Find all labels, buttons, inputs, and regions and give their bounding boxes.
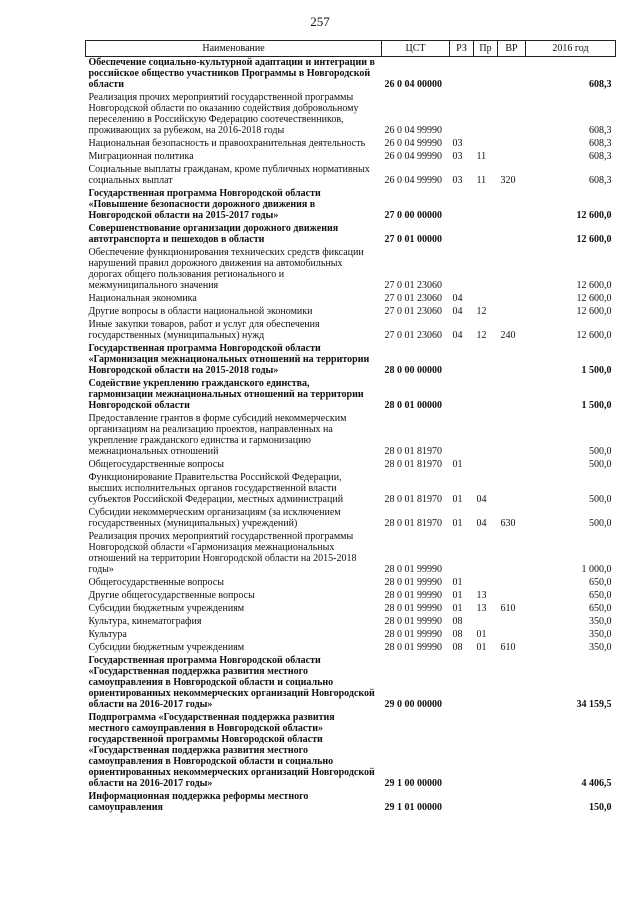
row-vr: 320 (500, 175, 516, 186)
table-row (86, 590, 616, 603)
table-row (86, 655, 616, 712)
row-amount: 500,0 (589, 446, 612, 457)
row-cst: 28 0 01 81970 (384, 446, 442, 457)
row-vr (498, 791, 526, 815)
table-row (86, 712, 616, 791)
header-name: Наименование (86, 41, 382, 57)
row-name: Государственная программа Новгородской области «Государственная поддержка развития местного самоуправления в Новгородской области и социально ориентированных некоммерческих организаций Новгородской области на 2016-2017 годы» (88, 655, 375, 710)
row-vr: 630 (500, 518, 516, 529)
row-rz: 01 (452, 590, 463, 601)
row-amount: 12 600,0 (576, 330, 612, 341)
row-amount: 350,0 (589, 616, 612, 627)
row-name: Национальная безопасность и правоохранительная деятельность (88, 138, 366, 149)
row-cst: 27 0 01 23060 (384, 293, 442, 304)
row-cst: 28 0 01 99990 (384, 642, 442, 653)
row-rz (450, 343, 474, 378)
row-vr (498, 306, 526, 319)
row-rz: 03 (452, 151, 463, 162)
table-row (86, 138, 616, 151)
row-vr: 240 (500, 330, 516, 341)
row-cst: 28 0 01 99990 (384, 603, 442, 614)
table-row (86, 629, 616, 642)
row-rz: 08 (452, 642, 463, 653)
header-pr: Пр (474, 41, 498, 57)
row-rz (450, 791, 474, 815)
table-header (86, 41, 616, 57)
row-pr (474, 247, 498, 293)
table-body (86, 57, 616, 816)
table-row (86, 151, 616, 164)
row-amount: 12 600,0 (576, 280, 612, 291)
row-pr: 12 (476, 306, 487, 317)
row-cst: 28 0 01 81970 (384, 459, 442, 470)
row-amount: 650,0 (589, 577, 612, 588)
row-name: Субсидии некоммерческим организациям (за исключением государственных (муниципальных) учреждений) (88, 507, 341, 529)
row-cst: 29 1 00 00000 (384, 778, 442, 789)
row-vr (498, 57, 526, 93)
row-cst: 29 1 01 00000 (384, 802, 442, 813)
row-rz (450, 57, 474, 93)
row-pr (474, 712, 498, 791)
row-rz (450, 531, 474, 577)
row-amount: 608,3 (589, 138, 612, 149)
page-number: 257 (310, 14, 330, 29)
row-cst: 26 0 04 99990 (384, 151, 442, 162)
row-amount: 350,0 (589, 642, 612, 653)
row-vr (498, 343, 526, 378)
row-pr (474, 459, 498, 472)
row-vr (498, 247, 526, 293)
table-row (86, 603, 616, 616)
row-vr (498, 577, 526, 590)
header-vr: ВР (498, 41, 526, 57)
row-name: Государственная программа Новгородской области «Повышение безопасности дорожного движения в Новгородской области на 2015-2017 годы» (88, 188, 321, 221)
row-name: Культура, кинематография (88, 616, 202, 627)
row-rz: 08 (452, 629, 463, 640)
row-pr (474, 413, 498, 459)
row-cst: 28 0 01 99990 (384, 590, 442, 601)
row-cst: 28 0 01 81970 (384, 518, 442, 529)
row-vr (498, 531, 526, 577)
row-vr (498, 616, 526, 629)
row-amount: 608,3 (589, 175, 612, 186)
row-cst: 28 0 01 99990 (384, 616, 442, 627)
row-amount: 608,3 (589, 125, 612, 136)
table-row (86, 642, 616, 655)
table-row (86, 378, 616, 413)
row-pr (474, 223, 498, 247)
row-rz (450, 378, 474, 413)
row-name: Подпрограмма «Государственная поддержка развития местного самоуправления в Новгородской области» государственной программы Новгородской области «Государственная поддержка развития местного самоуправления в Новгородской области и социально ориентированных некоммерческих организаций Новгородской области на 2016-2017 годы» (88, 712, 375, 789)
row-rz: 03 (452, 138, 463, 149)
row-rz (450, 92, 474, 138)
row-amount: 350,0 (589, 629, 612, 640)
header-cst: ЦСТ (382, 41, 450, 57)
row-name: Общегосударственные вопросы (88, 577, 224, 588)
table-row (86, 92, 616, 138)
row-amount: 1 000,0 (581, 564, 612, 575)
row-pr (474, 577, 498, 590)
row-vr (498, 138, 526, 151)
table-row (86, 319, 616, 343)
table-row (86, 306, 616, 319)
row-name: Другие общегосударственные вопросы (88, 590, 255, 601)
row-pr: 01 (476, 642, 487, 653)
row-amount: 608,3 (589, 79, 612, 90)
row-cst: 26 0 04 99990 (384, 138, 442, 149)
row-rz: 01 (452, 459, 463, 470)
row-amount: 500,0 (589, 518, 612, 529)
row-pr (474, 378, 498, 413)
row-cst: 28 0 01 81970 (384, 494, 442, 505)
row-amount: 12 600,0 (576, 210, 612, 221)
row-pr (474, 57, 498, 93)
row-pr (474, 655, 498, 712)
row-rz: 01 (452, 494, 463, 505)
row-pr: 04 (476, 518, 487, 529)
header-rz: РЗ (450, 41, 474, 57)
row-vr: 610 (500, 603, 516, 614)
table-row (86, 616, 616, 629)
row-vr: 610 (500, 642, 516, 653)
row-cst: 27 0 00 00000 (384, 210, 442, 221)
row-cst: 26 0 04 99990 (384, 175, 442, 186)
header-row (86, 41, 616, 57)
row-pr: 11 (476, 175, 487, 186)
row-pr: 12 (476, 330, 487, 341)
row-name: Совершенствование организации дорожного движения автотранспорта и пешеходов в области (88, 223, 339, 245)
row-name: Субсидии бюджетным учреждениям (88, 642, 245, 653)
row-name: Миграционная политика (88, 151, 194, 162)
row-vr (498, 590, 526, 603)
row-name: Реализация прочих мероприятий государственной программы Новгородской области по оказанию содействия добровольному переселению в Российскую Федерацию соотечественников, проживающих за рубежом, на 2016-2018 годы (88, 92, 359, 136)
row-name: Общегосударственные вопросы (88, 459, 224, 470)
row-cst: 28 0 00 00000 (384, 365, 442, 376)
row-cst: 28 0 01 99990 (384, 564, 442, 575)
header-amount: 2016 год (526, 41, 616, 57)
row-rz (450, 655, 474, 712)
row-amount: 608,3 (589, 151, 612, 162)
row-amount: 4 406,5 (581, 778, 612, 789)
row-amount: 34 159,5 (576, 699, 612, 710)
row-vr (498, 378, 526, 413)
row-pr (474, 616, 498, 629)
row-name: Функционирование Правительства Российской Федерации, высших исполнительных органов государственной власти субъектов Российской Федерации, местных администраций (88, 472, 344, 505)
row-name: Информационная поддержка реформы местного самоуправления (88, 791, 309, 813)
table-row (86, 247, 616, 293)
row-vr (498, 151, 526, 164)
row-pr (474, 92, 498, 138)
row-rz: 04 (452, 306, 463, 317)
row-pr: 13 (476, 590, 487, 601)
table-row (86, 791, 616, 815)
row-cst: 26 0 04 99990 (384, 125, 442, 136)
row-name: Обеспечение функционирования технических средств фиксации нарушений правил дорожного движения на автомобильных дорогах общего пользования регионального и межмуниципального значения (88, 247, 364, 291)
row-vr (498, 655, 526, 712)
row-rz (450, 712, 474, 791)
row-cst: 26 0 04 00000 (384, 79, 442, 90)
table-row (86, 413, 616, 459)
row-pr: 13 (476, 603, 487, 614)
row-rz (450, 223, 474, 247)
row-amount: 150,0 (589, 802, 612, 813)
row-cst: 28 0 01 00000 (384, 400, 442, 411)
row-pr (474, 293, 498, 306)
row-name: Содействие укреплению гражданского единства, гармонизации межнациональных отношений на территории Новгородской области (88, 378, 364, 411)
row-name: Иные закупки товаров, работ и услуг для обеспечения государственных (муниципальных) нужд (88, 319, 320, 341)
row-name: Социальные выплаты гражданам, кроме публичных нормативных социальных выплат (88, 164, 370, 186)
row-vr (498, 712, 526, 791)
row-rz (450, 247, 474, 293)
table-row (86, 531, 616, 577)
table-row (86, 293, 616, 306)
row-rz: 01 (452, 577, 463, 588)
row-vr (498, 413, 526, 459)
row-name: Государственная программа Новгородской области «Гармонизация межнациональных отношений на территории Новгородской области на 2015-2018 годы» (88, 343, 370, 376)
row-rz: 03 (452, 175, 463, 186)
table-row (86, 343, 616, 378)
row-vr (498, 459, 526, 472)
row-cst: 27 0 01 23060 (384, 280, 442, 291)
table-row (86, 57, 616, 93)
table-row (86, 188, 616, 223)
row-cst: 27 0 01 23060 (384, 306, 442, 317)
row-vr (498, 472, 526, 507)
row-rz: 01 (452, 603, 463, 614)
table-row (86, 472, 616, 507)
table-row (86, 459, 616, 472)
row-amount: 650,0 (589, 603, 612, 614)
row-pr (474, 138, 498, 151)
row-cst: 28 0 01 99990 (384, 629, 442, 640)
row-cst: 27 0 01 00000 (384, 234, 442, 245)
row-cst: 29 0 00 00000 (384, 699, 442, 710)
row-name: Национальная экономика (88, 293, 197, 304)
row-amount: 12 600,0 (576, 293, 612, 304)
row-vr (498, 293, 526, 306)
row-name: Предоставление грантов в форме субсидий некоммерческим организациям на реализацию проектов, направленных на укрепление гражданского единства и гармонизацию межнациональных отношений (88, 413, 347, 457)
row-amount: 650,0 (589, 590, 612, 601)
row-amount: 1 500,0 (581, 400, 612, 411)
row-amount: 12 600,0 (576, 306, 612, 317)
row-name: Обеспечение социально-культурной адаптации и интеграции в российское общество участников Программы в Новгородской области (88, 57, 375, 90)
row-pr: 01 (476, 629, 487, 640)
row-vr (498, 629, 526, 642)
budget-table (85, 40, 616, 815)
table-row (86, 507, 616, 531)
table-row (86, 164, 616, 188)
row-amount: 12 600,0 (576, 234, 612, 245)
row-rz (450, 413, 474, 459)
row-rz: 01 (452, 518, 463, 529)
row-rz: 08 (452, 616, 463, 627)
row-cst: 28 0 01 99990 (384, 577, 442, 588)
row-amount: 1 500,0 (581, 365, 612, 376)
row-pr (474, 791, 498, 815)
row-vr (498, 188, 526, 223)
row-amount: 500,0 (589, 459, 612, 470)
row-pr (474, 531, 498, 577)
row-pr (474, 343, 498, 378)
row-pr (474, 188, 498, 223)
row-pr: 04 (476, 494, 487, 505)
table-row (86, 577, 616, 590)
row-rz: 04 (452, 293, 463, 304)
row-rz: 04 (452, 330, 463, 341)
row-name: Реализация прочих мероприятий государственной программы Новгородской области «Гармонизация межнациональных отношений на территории Новгородской области на 2015-2018 годы» (88, 531, 357, 575)
row-rz (450, 188, 474, 223)
row-amount: 500,0 (589, 494, 612, 505)
row-cst: 27 0 01 23060 (384, 330, 442, 341)
row-vr (498, 92, 526, 138)
row-vr (498, 223, 526, 247)
table-row (86, 223, 616, 247)
row-name: Субсидии бюджетным учреждениям (88, 603, 245, 614)
row-name: Другие вопросы в области национальной экономики (88, 306, 313, 317)
row-pr: 11 (476, 151, 487, 162)
row-name: Культура (88, 629, 127, 640)
